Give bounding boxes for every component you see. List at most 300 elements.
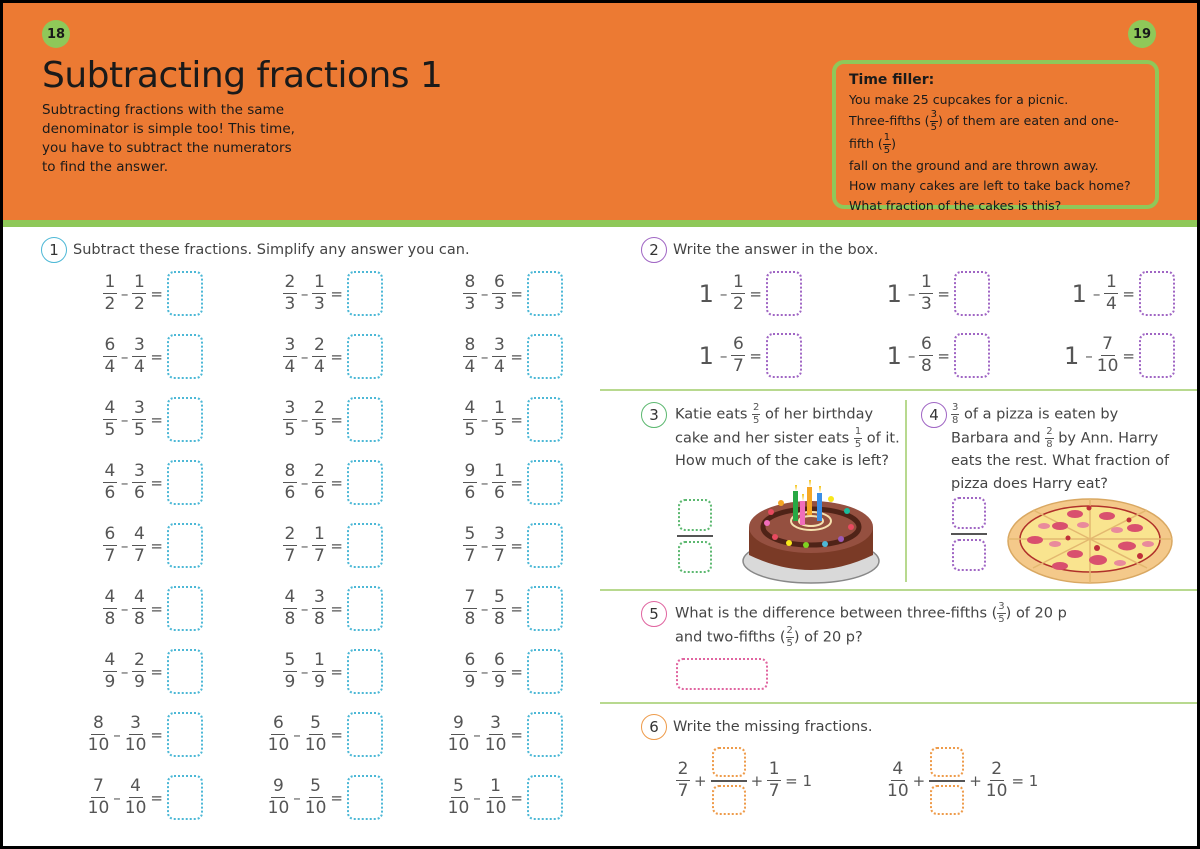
numerator-answer-box[interactable] xyxy=(678,499,712,531)
denominator: 5 xyxy=(753,415,760,426)
numerator: 4 xyxy=(284,587,296,607)
denominator: 8 xyxy=(104,609,116,629)
fraction-bar xyxy=(677,535,713,537)
answer-box[interactable] xyxy=(167,334,203,379)
answer-box[interactable] xyxy=(167,460,203,505)
denominator: 5 xyxy=(104,420,116,440)
question-number-badge: 6 xyxy=(641,714,667,740)
numerator: 3 xyxy=(134,398,145,418)
subtraction-problem xyxy=(403,271,563,316)
denominator-answer-box[interactable] xyxy=(930,785,964,815)
denominator-answer-box[interactable] xyxy=(952,539,986,571)
denominator: 8 xyxy=(952,415,959,426)
numerator: 3 xyxy=(490,713,501,733)
fraction xyxy=(125,715,147,754)
numerator: 6 xyxy=(464,650,476,670)
fraction xyxy=(463,526,477,565)
denominator-answer-box[interactable] xyxy=(712,785,746,815)
plus-sign: + xyxy=(969,771,982,790)
time-filler-line: fall on the ground and are thrown away. xyxy=(849,158,1099,173)
denominator: 2 xyxy=(104,294,116,314)
answer-box[interactable] xyxy=(167,271,203,316)
answer-box[interactable] xyxy=(954,271,990,316)
numerator: 3 xyxy=(130,713,141,733)
fraction xyxy=(492,463,506,502)
fraction xyxy=(103,526,117,565)
numerator: 1 xyxy=(883,132,891,143)
equals-sign: = xyxy=(510,473,523,492)
denominator: 5 xyxy=(314,420,325,440)
page-title: Subtracting fractions 1 xyxy=(42,55,443,96)
subtraction-problem xyxy=(403,649,563,694)
whole-number: 1 xyxy=(886,279,902,308)
minus-sign: – xyxy=(480,410,489,429)
whole-number: 1 xyxy=(698,341,714,370)
denominator: 4 xyxy=(104,357,116,377)
time-filler-box xyxy=(832,60,1159,213)
numerator: 4 xyxy=(104,650,116,670)
question-6-equation-2 xyxy=(887,747,1042,815)
question-number-badge: 1 xyxy=(41,237,67,263)
missing-fraction xyxy=(711,747,747,815)
fraction xyxy=(132,652,146,691)
denominator: 2 xyxy=(733,294,744,314)
equals-sign: = xyxy=(510,536,523,555)
answer-box[interactable] xyxy=(766,271,802,316)
equals-sign: = xyxy=(330,284,343,303)
numerator: 1 xyxy=(854,425,862,437)
numerator: 2 xyxy=(753,402,760,413)
numerator: 5 xyxy=(494,587,505,607)
minus-sign: – xyxy=(300,473,309,492)
answer-box[interactable] xyxy=(527,460,563,505)
whole-number: 1 xyxy=(1064,341,1080,370)
subtraction-problem xyxy=(223,523,383,568)
answer-box[interactable] xyxy=(347,649,383,694)
answer-box[interactable] xyxy=(167,523,203,568)
numerator: 3 xyxy=(494,335,505,355)
minus-sign: – xyxy=(120,410,129,429)
denominator: 7 xyxy=(494,546,505,566)
text: Three-fifths ( xyxy=(849,113,930,128)
fraction xyxy=(103,652,117,691)
answer-box[interactable] xyxy=(527,334,563,379)
denominator: 10 xyxy=(887,781,909,802)
fraction xyxy=(312,274,326,313)
numerator: 8 xyxy=(464,272,476,292)
fraction xyxy=(103,274,117,313)
question-6-header xyxy=(641,714,872,740)
numerator: 3 xyxy=(952,402,959,413)
numerator: 5 xyxy=(464,524,476,544)
minus-sign: – xyxy=(480,536,489,555)
fraction xyxy=(1104,274,1118,313)
equals-sign: = xyxy=(510,788,523,807)
text: ) xyxy=(891,136,896,151)
numerator: 3 xyxy=(284,335,296,355)
page-number-right: 19 xyxy=(1128,20,1156,48)
denominator: 3 xyxy=(494,294,505,314)
denominator: 10 xyxy=(87,735,110,755)
fraction xyxy=(132,400,146,439)
minus-sign: – xyxy=(120,662,129,681)
question-5-answer-box[interactable] xyxy=(676,658,768,690)
numerator: 4 xyxy=(134,524,145,544)
denominator: 7 xyxy=(284,546,296,566)
text: of her birthday xyxy=(765,406,874,423)
equals-sign: = xyxy=(330,662,343,681)
minus-sign: – xyxy=(120,599,129,618)
denominator: 10 xyxy=(447,798,470,818)
fraction xyxy=(676,761,690,800)
equals-sign: = xyxy=(749,346,762,365)
section-divider xyxy=(600,389,1197,391)
fraction xyxy=(283,274,297,313)
page-number-left: 18 xyxy=(42,20,70,48)
pizza-icon xyxy=(1005,496,1175,586)
answer-box[interactable] xyxy=(527,586,563,631)
fraction xyxy=(312,463,326,502)
denominator: 6 xyxy=(104,483,116,503)
minus-sign: – xyxy=(719,346,728,365)
numerator-answer-box[interactable] xyxy=(952,497,986,529)
denominator: 7 xyxy=(464,546,476,566)
time-filler-line xyxy=(849,110,1142,156)
missing-fraction xyxy=(929,747,965,815)
denominator: 10 xyxy=(447,735,470,755)
answer-box[interactable] xyxy=(347,586,383,631)
numerator: 4 xyxy=(464,398,476,418)
subtraction-problem xyxy=(43,712,203,757)
numerator: 7 xyxy=(464,587,476,607)
fraction xyxy=(103,589,117,628)
numerator: 6 xyxy=(273,713,284,733)
numerator: 3 xyxy=(494,524,505,544)
fraction-bar xyxy=(929,780,965,782)
subtraction-problem xyxy=(43,586,203,631)
numerator: 2 xyxy=(314,398,325,418)
denominator: 6 xyxy=(314,483,325,503)
numerator: 1 xyxy=(134,272,145,292)
answer-box[interactable] xyxy=(527,712,563,757)
minus-sign: – xyxy=(120,347,129,366)
one-minus-problem xyxy=(830,333,990,378)
fraction xyxy=(930,110,938,133)
subtraction-problem xyxy=(403,775,563,820)
fraction xyxy=(492,274,506,313)
fraction xyxy=(268,778,290,817)
denominator: 7 xyxy=(104,546,116,566)
minus-sign: – xyxy=(300,284,309,303)
answer-box[interactable] xyxy=(527,271,563,316)
text: by Ann. Harry xyxy=(1058,430,1159,446)
subtraction-problem xyxy=(223,334,383,379)
question-3-text xyxy=(675,403,900,473)
denominator: 10 xyxy=(124,735,147,755)
fraction-bar xyxy=(711,780,747,782)
denominator: 8 xyxy=(1046,438,1053,450)
answer-box[interactable] xyxy=(766,333,802,378)
answer-box[interactable] xyxy=(1139,333,1175,378)
subtraction-problem xyxy=(223,271,383,316)
fraction xyxy=(485,715,507,754)
minus-sign: – xyxy=(113,725,121,744)
answer-box[interactable] xyxy=(527,397,563,442)
answer-box[interactable] xyxy=(347,460,383,505)
numerator: 2 xyxy=(677,759,689,780)
fraction xyxy=(492,526,506,565)
fraction xyxy=(132,589,146,628)
minus-sign: – xyxy=(293,725,301,744)
answer-box[interactable] xyxy=(347,334,383,379)
minus-sign: – xyxy=(1092,284,1101,303)
denominator: 9 xyxy=(104,672,116,692)
equals-sign: = xyxy=(150,347,163,366)
plus-sign: + xyxy=(750,771,764,790)
plus-sign: + xyxy=(912,771,926,790)
denominator: 5 xyxy=(854,438,862,450)
answer-box[interactable] xyxy=(347,397,383,442)
text: ) of 20 p? xyxy=(793,629,863,645)
denominator: 7 xyxy=(733,356,744,376)
fraction xyxy=(883,133,891,156)
minus-sign: – xyxy=(293,788,301,807)
question-2-header xyxy=(641,237,878,263)
question-5-header xyxy=(641,601,673,627)
time-filler-line: You make 25 cupcakes for a picnic. xyxy=(849,92,1069,107)
numerator: 3 xyxy=(998,601,1005,612)
text: ) of 20 p xyxy=(1005,605,1067,622)
minus-sign: – xyxy=(300,536,309,555)
subtraction-problem xyxy=(403,523,563,568)
text: of it. xyxy=(866,430,900,446)
equals-sign: = xyxy=(150,725,163,744)
equals-sign: = xyxy=(510,284,523,303)
minus-sign: – xyxy=(480,347,489,366)
fraction xyxy=(463,652,477,691)
fraction xyxy=(731,336,745,375)
text: What is the difference between three-fifths ( xyxy=(675,605,998,622)
denominator: 6 xyxy=(464,483,476,503)
fraction xyxy=(283,400,297,439)
text: cake and her sister eats xyxy=(675,430,850,446)
numerator-answer-box[interactable] xyxy=(712,747,746,777)
fraction xyxy=(463,463,477,502)
subtraction-problem xyxy=(223,649,383,694)
equals-sign: = xyxy=(330,725,343,744)
minus-sign: – xyxy=(907,346,916,365)
numerator: 1 xyxy=(921,272,932,292)
answer-box[interactable] xyxy=(347,271,383,316)
subtraction-problem xyxy=(43,397,203,442)
fraction xyxy=(283,463,297,502)
answer-box[interactable] xyxy=(347,712,383,757)
equals-sign: = xyxy=(510,410,523,429)
question-4-text xyxy=(951,403,1169,496)
denominator: 10 xyxy=(484,735,507,755)
denominator: 10 xyxy=(1096,356,1119,376)
intro-text: Subtracting fractions with the same denominator is simple too! This time, you have to subtract the numerators to find the answer. xyxy=(42,102,295,175)
subtraction-problem xyxy=(43,271,203,316)
question-3-answer xyxy=(677,499,713,573)
fraction xyxy=(103,337,117,376)
answer-box[interactable] xyxy=(167,775,203,820)
equals-sign: = xyxy=(330,347,343,366)
numerator: 2 xyxy=(284,524,296,544)
numerator: 1 xyxy=(768,759,780,780)
denominator: 10 xyxy=(267,735,290,755)
answer-box[interactable] xyxy=(347,775,383,820)
minus-sign: – xyxy=(120,536,129,555)
minus-sign: – xyxy=(907,284,916,303)
denominator: 6 xyxy=(284,483,296,503)
denominator: 3 xyxy=(921,294,932,314)
equals-sign: = xyxy=(330,599,343,618)
denominator: 7 xyxy=(768,781,780,802)
subtraction-problem xyxy=(223,586,383,631)
text: pizza does Harry eat? xyxy=(951,476,1108,492)
minus-sign: – xyxy=(719,284,728,303)
fraction xyxy=(283,652,297,691)
numerator: 4 xyxy=(134,587,145,607)
one-minus-problem xyxy=(642,333,802,378)
answer-box[interactable] xyxy=(167,712,203,757)
fraction xyxy=(132,274,146,313)
numerator: 5 xyxy=(310,776,321,796)
question-number-badge: 2 xyxy=(641,237,667,263)
denominator: 9 xyxy=(464,672,476,692)
numerator: 6 xyxy=(733,334,744,354)
denominator: 8 xyxy=(921,356,932,376)
one-minus-problem xyxy=(642,271,802,316)
denominator: 5 xyxy=(883,145,891,156)
question-number-badge: 3 xyxy=(641,402,667,428)
time-filler-line: How many cakes are left to take back home? xyxy=(849,178,1131,193)
one-minus-problem xyxy=(1015,333,1175,378)
equals-sign: = xyxy=(330,536,343,555)
section-divider xyxy=(905,400,907,582)
answer-box[interactable] xyxy=(527,775,563,820)
subtraction-problem xyxy=(403,334,563,379)
denominator: 5 xyxy=(464,420,476,440)
denominator: 9 xyxy=(284,672,296,692)
fraction xyxy=(463,274,477,313)
fraction xyxy=(312,526,326,565)
fraction xyxy=(448,778,470,817)
fraction xyxy=(854,427,862,450)
answer-box[interactable] xyxy=(954,333,990,378)
answer-box[interactable] xyxy=(167,586,203,631)
fraction xyxy=(283,337,297,376)
subtraction-problem xyxy=(223,397,383,442)
answer-box[interactable] xyxy=(527,523,563,568)
equals-sign: = xyxy=(937,346,950,365)
numerator: 2 xyxy=(284,272,296,292)
numerator: 8 xyxy=(93,713,104,733)
numerator: 4 xyxy=(104,461,116,481)
equals-sign: = xyxy=(150,536,163,555)
numerator: 6 xyxy=(494,650,505,670)
fraction xyxy=(88,715,110,754)
numerator: 1 xyxy=(494,461,505,481)
denominator: 3 xyxy=(314,294,325,314)
numerator: 1 xyxy=(490,776,501,796)
question-4-answer xyxy=(951,497,987,571)
fraction xyxy=(786,626,794,649)
numerator: 4 xyxy=(104,398,116,418)
numerator: 1 xyxy=(314,272,325,292)
header-divider xyxy=(3,220,1197,227)
equals-sign: = xyxy=(1122,346,1135,365)
numerator: 3 xyxy=(134,335,145,355)
numerator: 6 xyxy=(494,272,505,292)
section-divider xyxy=(600,589,1197,591)
numerator: 2 xyxy=(134,650,145,670)
minus-sign: – xyxy=(480,284,489,303)
whole-number: 1 xyxy=(1071,279,1087,308)
time-filler-line: What fraction of the cakes is this? xyxy=(849,198,1062,213)
fraction xyxy=(919,336,933,375)
denominator: 5 xyxy=(284,420,296,440)
question-2-instruction: Write the answer in the box. xyxy=(673,242,879,258)
subtraction-problem xyxy=(403,460,563,505)
numerator: 2 xyxy=(314,461,325,481)
answer-box[interactable] xyxy=(167,649,203,694)
numerator-answer-box[interactable] xyxy=(930,747,964,777)
subtraction-problem xyxy=(223,712,383,757)
fraction xyxy=(132,337,146,376)
fraction xyxy=(132,463,146,502)
denominator: 7 xyxy=(314,546,325,566)
answer-box[interactable] xyxy=(1139,271,1175,316)
fraction xyxy=(997,602,1005,625)
numerator: 4 xyxy=(130,776,141,796)
answer-box[interactable] xyxy=(167,397,203,442)
equals-sign: = xyxy=(150,410,163,429)
fraction xyxy=(312,400,326,439)
minus-sign: – xyxy=(480,662,489,681)
numerator: 2 xyxy=(1046,425,1053,437)
numerator: 6 xyxy=(104,335,116,355)
fraction xyxy=(283,526,297,565)
minus-sign: – xyxy=(120,473,129,492)
denominator: 6 xyxy=(134,483,145,503)
numerator: 4 xyxy=(892,759,904,780)
time-filler-title: Time filler: xyxy=(849,72,935,88)
denominator: 3 xyxy=(464,294,476,314)
numerator: 3 xyxy=(930,109,937,120)
equals-sign: = xyxy=(937,284,950,303)
answer-box[interactable] xyxy=(347,523,383,568)
fraction xyxy=(731,274,745,313)
fraction xyxy=(1045,427,1053,450)
minus-sign: – xyxy=(113,788,121,807)
equals-sign: = xyxy=(330,410,343,429)
equals-sign: = xyxy=(330,788,343,807)
denominator-answer-box[interactable] xyxy=(678,541,712,573)
minus-sign: – xyxy=(300,662,309,681)
question-number-badge: 4 xyxy=(921,402,947,428)
minus-sign: – xyxy=(300,347,309,366)
fraction xyxy=(951,403,959,426)
answer-box[interactable] xyxy=(527,649,563,694)
equals-sign: = xyxy=(1122,284,1135,303)
fraction xyxy=(125,778,147,817)
fraction xyxy=(312,589,326,628)
numerator: 5 xyxy=(453,776,464,796)
denominator: 9 xyxy=(134,672,145,692)
numerator: 4 xyxy=(104,587,116,607)
